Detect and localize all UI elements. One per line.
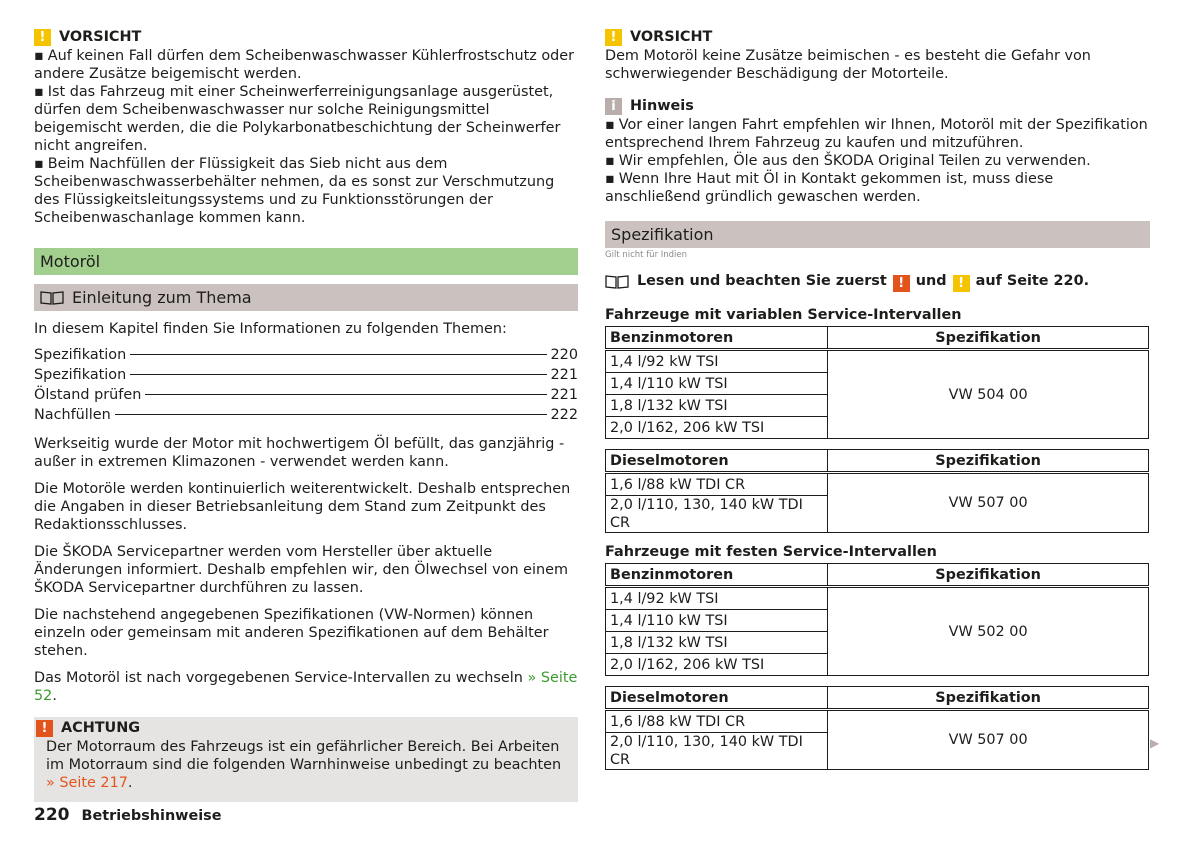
body-paragraph: Die nachstehend angegebenen Spezifikationen (VW-Normen) können einzeln oder gemeinsam mit anderen Spezifikationen auf dem Behälter stehen. xyxy=(34,607,549,659)
engine-cell: 2,0 l/110, 130, 140 kW TDI CR xyxy=(606,733,828,770)
hint-item: ▪ Vor einer langen Fahrt empfehlen wir Ihnen, Motoröl mit der Spezifikation entsprechend Ihrem Fahrzeug zu kaufen und mitzuführen. xyxy=(605,116,1150,152)
column-header: Dieselmotoren xyxy=(606,687,828,710)
spec-table xyxy=(605,449,1149,533)
table-header-row xyxy=(606,564,1149,587)
hint-item: ▪ Wenn Ihre Haut mit Öl in Kontakt gekommen ist, muss diese anschließend gründlich gewaschen werden. xyxy=(605,170,1150,206)
table-row xyxy=(606,473,1149,496)
toc-page: 222 xyxy=(550,407,578,423)
toc-leader xyxy=(115,414,547,415)
book-icon xyxy=(40,291,64,305)
toc-label: Spezifikation xyxy=(34,367,127,383)
read-first-and: und xyxy=(915,273,947,289)
info-icon: i xyxy=(605,98,622,115)
engine-cell: 1,6 l/88 kW TDI CR xyxy=(606,710,828,733)
caution-heading xyxy=(605,28,1150,46)
toc-entry[interactable] xyxy=(34,346,578,366)
caution-icon: ! xyxy=(605,29,622,46)
book-icon xyxy=(605,275,629,289)
body-paragraph: Die ŠKODA Servicepartner werden vom Hersteller über aktuelle Änderungen informiert. Deshalb empfehlen wir, den Ölwechsel von einem ŠKODA Servicepartner durchführen zu lassen. xyxy=(34,544,568,596)
danger-box xyxy=(34,717,578,802)
hint-heading xyxy=(605,97,1150,115)
spec-table xyxy=(605,686,1149,770)
column-header: Spezifikation xyxy=(828,327,1149,350)
spec-cell: VW 507 00 xyxy=(828,710,1149,770)
danger-link[interactable]: » Seite 217 xyxy=(46,775,128,791)
engine-cell: 1,4 l/110 kW TSI xyxy=(606,373,828,395)
body-paragraph: Die Motoröle werden kontinuierlich weiterentwickelt. Deshalb entsprechen die Angaben in dieser Betriebsanleitung dem Stand zum Zeitpunkt des Redaktionsschlusses. xyxy=(34,481,571,533)
footer-section: Betriebshinweise xyxy=(81,808,222,824)
read-first-before: Lesen und beachten Sie zuerst xyxy=(637,273,887,289)
table-row xyxy=(606,710,1149,733)
danger-text xyxy=(34,738,578,792)
toc-entry[interactable] xyxy=(34,366,578,386)
danger-heading xyxy=(34,719,578,737)
column-header: Dieselmotoren xyxy=(606,450,828,473)
intro-text: In diesem Kapitel finden Sie Informationen zu folgenden Themen: xyxy=(34,321,507,337)
fine-print: Gilt nicht für Indien xyxy=(605,250,688,260)
caution-heading xyxy=(34,28,578,46)
intro-title: Einleitung zum Thema xyxy=(72,288,252,307)
caution-item: ▪ Auf keinen Fall dürfen dem Scheibenwaschwasser Kühlerfrostschutz oder andere Zusätze beigemischt werden. xyxy=(34,47,578,83)
section-title-spezifikation: Spezifikation xyxy=(605,221,1150,248)
toc-label: Ölstand prüfen xyxy=(34,387,142,403)
toc-page: 220 xyxy=(550,347,578,363)
engine-cell: 2,0 l/110, 130, 140 kW TDI CR xyxy=(606,496,828,533)
spec-table xyxy=(605,563,1149,676)
toc xyxy=(34,346,578,426)
hint-title: Hinweis xyxy=(630,98,694,114)
caution-title: VORSICHT xyxy=(630,29,713,45)
interval-text: Das Motoröl ist nach vorgegebenen Service-Intervallen zu wechseln xyxy=(34,670,523,686)
interval-paragraph xyxy=(34,669,578,705)
table-row xyxy=(606,350,1149,373)
table-title: Fahrzeuge mit festen Service-Intervallen xyxy=(605,544,937,560)
toc-entry[interactable] xyxy=(34,406,578,426)
toc-label: Nachfüllen xyxy=(34,407,111,423)
read-first-after: auf Seite 220. xyxy=(975,273,1090,289)
read-first-note xyxy=(605,272,1150,292)
toc-label: Spezifikation xyxy=(34,347,127,363)
engine-cell: 1,4 l/92 kW TSI xyxy=(606,587,828,610)
page-number: 220 xyxy=(34,805,70,825)
column-header: Spezifikation xyxy=(828,450,1149,473)
spec-cell: VW 502 00 xyxy=(828,587,1149,676)
page-footer xyxy=(34,806,222,825)
engine-cell: 1,8 l/132 kW TSI xyxy=(606,395,828,417)
caution-title: VORSICHT xyxy=(59,29,142,45)
toc-page: 221 xyxy=(550,367,578,383)
spec-cell: VW 504 00 xyxy=(828,350,1149,439)
table-header-row xyxy=(606,687,1149,710)
engine-cell: 1,4 l/110 kW TSI xyxy=(606,610,828,632)
column-header: Benzinmotoren xyxy=(606,564,828,587)
toc-leader xyxy=(145,394,546,395)
column-header: Benzinmotoren xyxy=(606,327,828,350)
continue-arrow-icon: ▶ xyxy=(1150,736,1160,750)
spec-cell: VW 507 00 xyxy=(828,473,1149,533)
column-header: Spezifikation xyxy=(828,564,1149,587)
hint-item: ▪ Wir empfehlen, Öle aus den ŠKODA Original Teilen zu verwenden. xyxy=(605,152,1150,170)
caution-icon: ! xyxy=(34,29,51,46)
section-title-motoroel: Motoröl xyxy=(34,248,578,275)
toc-entry[interactable] xyxy=(34,386,578,406)
interval-end: . xyxy=(52,688,57,704)
caution-item: ▪ Ist das Fahrzeug mit einer Scheinwerferreinigungsanlage ausgerüstet, dürfen dem Scheibenwaschwasser nur solche Reinigungsmittel beigemischt werden, die die Polykarbonatbeschichtung der Scheinwerfer nicht angreifen. xyxy=(34,83,578,155)
toc-page: 221 xyxy=(550,387,578,403)
interval-link[interactable]: » Seite 52 xyxy=(34,670,578,704)
engine-cell: 2,0 l/162, 206 kW TSI xyxy=(606,654,828,676)
engine-cell: 1,6 l/88 kW TDI CR xyxy=(606,473,828,496)
table-title: Fahrzeuge mit variablen Service-Intervallen xyxy=(605,307,962,323)
left-column xyxy=(34,28,578,802)
body-paragraph: Werkseitig wurde der Motor mit hochwertigem Öl befüllt, das ganzjährig - außer in extremen Klimazonen - verwendet werden kann. xyxy=(34,436,565,470)
toc-leader xyxy=(130,354,546,355)
danger-body: Der Motorraum des Fahrzeugs ist ein gefährlicher Bereich. Bei Arbeiten im Motorraum sind die folgenden Warnhinweise unbedingt zu beachten xyxy=(46,739,562,773)
table-row xyxy=(606,587,1149,610)
toc-leader xyxy=(130,374,546,375)
engine-cell: 2,0 l/162, 206 kW TSI xyxy=(606,417,828,439)
caution-text: Dem Motoröl keine Zusätze beimischen - es besteht die Gefahr von schwerwiegender Beschädigung der Motorteile. xyxy=(605,48,1091,82)
column-header: Spezifikation xyxy=(828,687,1149,710)
table-header-row xyxy=(606,327,1149,350)
danger-icon: ! xyxy=(36,720,53,737)
spec-table xyxy=(605,326,1149,439)
engine-cell: 1,8 l/132 kW TSI xyxy=(606,632,828,654)
engine-cell: 1,4 l/92 kW TSI xyxy=(606,350,828,373)
danger-title: ACHTUNG xyxy=(61,720,141,736)
intro-heading xyxy=(34,284,578,311)
caution-item: ▪ Beim Nachfüllen der Flüssigkeit das Sieb nicht aus dem Scheibenwaschwasserbehälter nehmen, da es sonst zur Verschmutzung des Flüssigkeitsleitungssystems und zu Funktionsstörungen der Scheibenwaschanlage kommen kann. xyxy=(34,155,578,227)
danger-icon: ! xyxy=(893,275,910,292)
caution-icon: ! xyxy=(953,275,970,292)
right-column xyxy=(605,28,1150,770)
table-header-row xyxy=(606,450,1149,473)
danger-end: . xyxy=(127,775,133,791)
